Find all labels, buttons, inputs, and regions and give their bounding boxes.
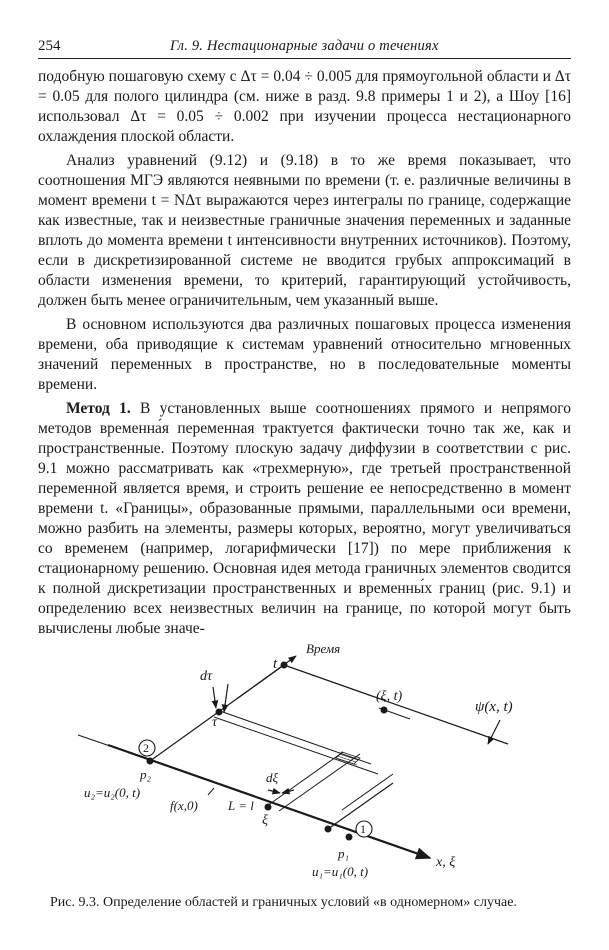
label-circle-1: 1 — [360, 822, 366, 836]
tau-line-1 — [220, 711, 371, 764]
point-p1 — [346, 834, 353, 841]
label-L: L = l — [228, 798, 254, 813]
label-xi: ξ — [262, 813, 268, 828]
paragraph-4 — [38, 399, 571, 639]
figure-diagram — [38, 640, 571, 890]
dtau-arrow-1 — [213, 687, 216, 708]
dtau-arrow-2 — [224, 684, 228, 712]
label-u2: u₂=u₂(0, t) — [84, 785, 141, 800]
point-xi-t — [381, 707, 388, 714]
label-dtau: dτ — [200, 669, 213, 684]
label-circle-2: 2 — [143, 741, 149, 755]
method-1-text: В установленных выше соотношениях прямого и непрямого методов временна́я переменная трактуется фактически точно так же, как и пространственные. Поэтому плоскую задачу диффузии в соответствии с рис. 9.1 можно рассматривать как «трехмерную», где третьей пространственной переменной является время, и строить решение ее непосредственно в момент времени t. «Границы», образованные прямыми, параллельными оси времени, можно разбить на элементы, размеры которых, вероятно, могут увеличиваться со временем (например, логарифмически [17]) по мере приближения к стационарному решению. Основная идея метода граничных элементов сводится к полной дискретизации пространственных и временны́х границ (рис. 9.1) и определению всех неизвестных величин на границе, по которой могут быть вычислены любые значе- — [38, 400, 572, 637]
point-t — [281, 662, 288, 669]
page-number: 254 — [38, 38, 61, 54]
page-header — [38, 24, 571, 52]
point-xi — [265, 804, 272, 811]
label-u1: u₁=u₁(0, t) — [312, 864, 369, 879]
label-time-axis: Время — [306, 641, 341, 656]
label-tau: τ — [212, 715, 218, 730]
paragraph-1: подобную пошаговую схему с Δτ = 0.04 ÷ 0.005 для прямоугольной области и Δτ = 0.05 для полого цилиндра (см. ниже в разд. 9.8 примеры 1 и 2), а Шоу [16] использовал Δτ = 0.05 ÷ 0.002 при изучении процесса нестационарного охлаждения плоской области. — [38, 68, 571, 145]
label-p1: p₁ — [338, 846, 350, 861]
xi-line-2 — [279, 754, 360, 811]
dxi-arrow-2 — [282, 790, 294, 793]
label-psi: ψ(x, t) — [475, 699, 513, 715]
label-x-axis: x, ξ — [436, 855, 456, 870]
baseline-left-extension — [78, 735, 110, 746]
figure-9-3 — [38, 640, 571, 890]
dxi-arrow-1 — [268, 790, 280, 793]
running-title: Гл. 9. Нестационарные задачи о течениях — [170, 38, 439, 54]
x-axis-line — [108, 745, 430, 858]
label-xi-t: (ξ, t) — [376, 689, 403, 704]
xi-line-1 — [267, 752, 343, 806]
header-rule — [38, 58, 571, 59]
label-p2: p₂ — [140, 767, 152, 782]
point-p2 — [147, 758, 154, 765]
body-text — [38, 67, 571, 643]
method-1-label: Метод 1. — [66, 400, 131, 417]
point-mid — [325, 826, 332, 833]
figure-caption: Рис. 9.3. Определение областей и граничных условий «в одномерном» случае. — [50, 895, 517, 910]
xi-t-vertical — [342, 774, 393, 810]
paragraph-2: Анализ уравнений (9.12) и (9.18) в то же время показывает, что соотношения МГЭ являются неявными по времени (т. е. различные величины в момент времени t = NΔτ выражаются через интегралы по границе, содержащие как известные, так и неизвестные граничные значения переменных и заданные вплоть до момента времени t интенсивности внутренних источников). Поэтому, если в дискретизированной системе не вводится грубых аппроксимаций в области изменения времени, то критерий, гарантирующий устойчивость, должен быть менее ограничительным, чем указанный выше. — [38, 152, 571, 309]
label-t: t — [273, 656, 278, 672]
time-axis-line — [238, 656, 296, 698]
label-dxi: dξ — [266, 770, 279, 785]
tau-line-2 — [214, 717, 378, 774]
paragraph-3: В основном используются два различных пошаговых процесса изменения времени, оба приводящие к системам уравнений относительно мгновенных значений переменных в пространстве, но в последовательные моменты времени. — [38, 316, 571, 393]
label-fx0: f(x,0) — [170, 798, 198, 813]
